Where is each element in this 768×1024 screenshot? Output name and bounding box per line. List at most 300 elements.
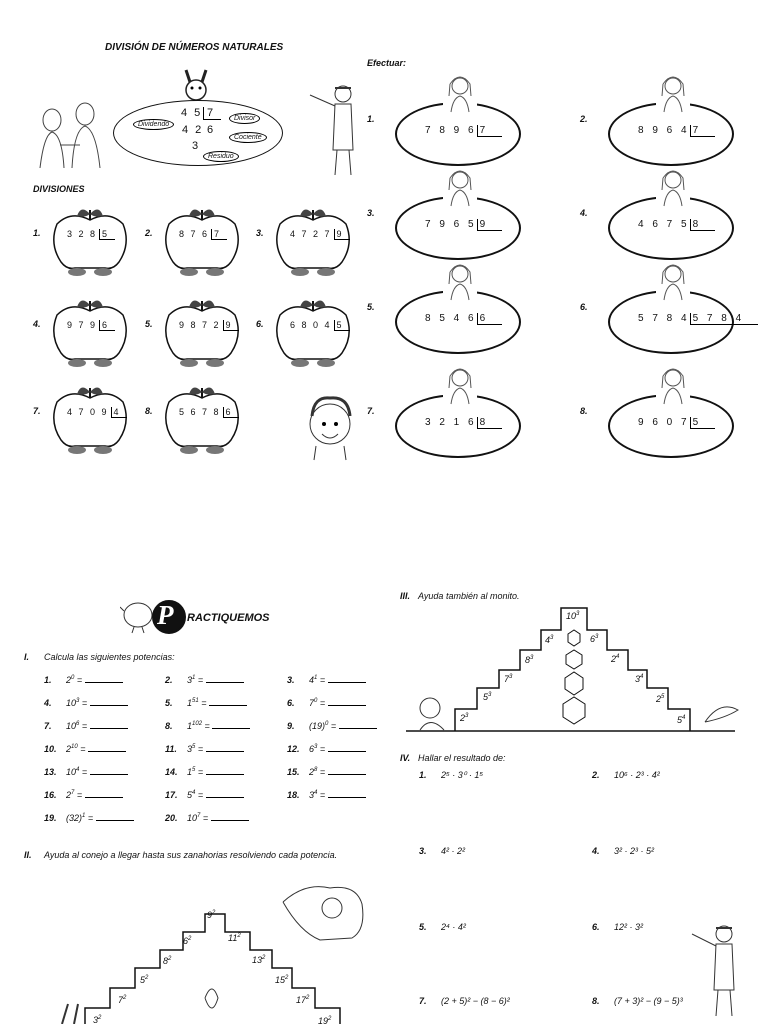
label-cociente: Cociente: [229, 132, 267, 143]
answer-blank[interactable]: [85, 675, 123, 683]
power-number: 11.: [165, 744, 177, 754]
oval-number: 1.: [367, 114, 375, 124]
stair-exponent: 3: [576, 611, 580, 617]
stair-base: 17: [296, 995, 307, 1005]
apple-dividend: 9 7 9: [67, 320, 98, 330]
oval-number: 5.: [367, 302, 375, 312]
problem-number: 5.: [419, 922, 427, 932]
stair-exponent: 2: [328, 1016, 332, 1022]
power-exponent: 6: [76, 721, 80, 727]
answer-blank[interactable]: [90, 767, 128, 775]
girl-illustration: [656, 262, 690, 302]
oval-dividend: 9 6 0 7: [638, 417, 690, 428]
answer-blank[interactable]: [328, 698, 366, 706]
apple-number: 4.: [33, 319, 41, 329]
power-item: [44, 698, 128, 708]
power-equals: =: [317, 767, 326, 777]
power-number: 16.: [44, 790, 57, 800]
practiquemos-letter: P: [157, 600, 174, 630]
girl-illustration: [443, 168, 477, 208]
stair-base: 11: [228, 933, 238, 943]
rabbit-stair: [252, 955, 265, 965]
stair-base: 2: [656, 694, 662, 704]
girl-illustration: [443, 366, 477, 406]
stair-base: 9: [207, 910, 213, 920]
power-base: (19): [309, 721, 326, 731]
power-exponent: 4: [192, 790, 196, 796]
apple-divisor: 9: [334, 229, 350, 240]
stair-base: 5: [483, 692, 489, 702]
stair-exponent: 2: [145, 975, 149, 981]
stair-exponent: 2: [212, 910, 216, 916]
monkey-stair: [635, 674, 643, 684]
power-base: 5: [187, 790, 193, 800]
answer-blank[interactable]: [206, 744, 244, 752]
power-equals: =: [195, 675, 204, 685]
monkey-stair: [460, 713, 468, 723]
stair-exponent: 2: [262, 955, 266, 961]
apple-shape: [274, 206, 352, 278]
girl-illustration: [656, 168, 690, 208]
power-exponent: 51: [192, 698, 199, 704]
power-item: [287, 767, 366, 777]
power-number: 5.: [165, 698, 173, 708]
apple-divisor: 6: [99, 320, 115, 331]
rabbit-stair: [163, 956, 171, 966]
answer-blank[interactable]: [328, 767, 366, 775]
apple-division: [67, 407, 127, 418]
oval-number: 4.: [580, 208, 588, 218]
power-number: 19.: [44, 813, 57, 823]
power-exponent: 8: [314, 767, 318, 773]
couple-illustration: [30, 100, 110, 170]
power-exponent: 5: [192, 767, 196, 773]
monkey-stair: [656, 694, 664, 704]
power-equals: =: [195, 744, 204, 754]
power-base: 10: [66, 721, 77, 731]
power-equals: =: [198, 698, 207, 708]
power-item: [44, 675, 123, 685]
stair-exponent: 2: [123, 995, 127, 1001]
problem-expression: 4² · 2²: [441, 846, 466, 856]
problem-item: [592, 846, 654, 856]
answer-blank[interactable]: [90, 698, 128, 706]
power-base: 3: [187, 744, 193, 754]
oval-divisor: 8: [690, 219, 716, 231]
monkey-stair: [525, 655, 533, 665]
power-base: 10: [187, 813, 198, 823]
apple-shape: [163, 384, 241, 456]
oval-division: [425, 417, 502, 429]
stair-exponent: 4: [640, 674, 644, 680]
apple-division: [179, 229, 227, 240]
power-base: 1: [187, 767, 193, 777]
apple-divisor: 7: [211, 229, 227, 240]
power-number: 18.: [287, 790, 300, 800]
power-base: 7: [309, 698, 315, 708]
problem-item: [419, 996, 510, 1006]
stair-exponent: 3: [509, 674, 513, 680]
answer-blank[interactable]: [206, 767, 244, 775]
oval-dividend: 3 2 1 6: [425, 417, 477, 428]
problem-item: [419, 770, 483, 781]
power-equals: =: [79, 767, 88, 777]
rabbit-stair: [275, 975, 288, 985]
section-3-instruction: Ayuda también al monito.: [418, 591, 520, 601]
power-exponent: 10: [71, 744, 78, 750]
answer-blank[interactable]: [206, 790, 244, 798]
oval-number: 7.: [367, 406, 375, 416]
answer-blank[interactable]: [328, 790, 366, 798]
apple-divisor: 4: [111, 407, 127, 418]
stair-base: 6: [590, 634, 596, 644]
apple-shape: [163, 297, 241, 369]
answer-blank[interactable]: [85, 790, 123, 798]
apple-divisor: 5: [334, 320, 350, 331]
oval-division: [425, 125, 502, 137]
answer-blank[interactable]: [209, 698, 247, 706]
power-number: 14.: [165, 767, 178, 777]
oval-divisor: 9: [477, 219, 503, 231]
apple-divisor: 5: [99, 229, 115, 240]
rabbit-stair: [207, 910, 215, 920]
stair-exponent: 4: [616, 654, 620, 660]
rabbit-stair: [93, 1015, 101, 1024]
section-2-instruction: Ayuda al conejo a llegar hasta sus zanahorias resolviendo cada potencia.: [44, 850, 338, 860]
rabbit-staircase: [0, 880, 390, 1024]
apple-divisor: 9: [223, 320, 239, 331]
oval-number: 2.: [580, 114, 588, 124]
oval-divisor: 7: [690, 125, 716, 137]
diagram-quotient: 6: [207, 124, 214, 136]
power-exponent: 0: [325, 721, 329, 727]
problem-item: [419, 922, 466, 932]
power-exponent: 0: [71, 675, 75, 681]
apple-number: 3.: [256, 228, 264, 238]
rabbit-stair: [228, 933, 241, 943]
problem-item: [592, 922, 643, 932]
stair-exponent: 2: [188, 936, 192, 942]
stair-exponent: 3: [530, 655, 534, 661]
section-2-number: II.: [24, 850, 32, 860]
monkey-stair: [590, 634, 598, 644]
apple-division: [290, 229, 350, 240]
stair-base: 19: [318, 1016, 329, 1024]
oval-divisor: 6: [477, 313, 503, 325]
power-base: 6: [309, 744, 315, 754]
monkey-stair: [677, 715, 685, 725]
oval-division: [425, 219, 502, 231]
power-item: [287, 721, 377, 731]
power-exponent: 1: [314, 675, 318, 681]
section-4-instruction: Hallar el resultado de:: [418, 753, 506, 763]
stair-exponent: 3: [550, 635, 554, 641]
apple-shape: [163, 206, 241, 278]
power-item: [165, 813, 249, 823]
monkey-staircase: [400, 600, 740, 740]
apple-number: 6.: [256, 319, 264, 329]
monkey-stair: [545, 635, 553, 645]
apple-dividend: 8 7 6: [179, 229, 210, 239]
power-equals: =: [195, 767, 204, 777]
problem-number: 7.: [419, 996, 427, 1006]
oval-dividend: 4 6 7 5: [638, 219, 690, 230]
label-residuo: Residuo: [203, 151, 239, 162]
practiquemos-title: RACTIQUEMOS: [187, 612, 270, 624]
stair-exponent: 3: [595, 634, 599, 640]
problem-item: [592, 996, 683, 1006]
power-equals: =: [195, 790, 204, 800]
power-base: 3: [187, 675, 193, 685]
stair-base: 15: [275, 975, 286, 985]
apple-division: [67, 320, 115, 331]
power-number: 17.: [165, 790, 178, 800]
power-exponent: 7: [197, 813, 201, 819]
monkey-stair: [611, 654, 619, 664]
power-base: (32): [66, 813, 83, 823]
answer-blank[interactable]: [328, 744, 366, 752]
stair-exponent: 2: [237, 933, 241, 939]
oval-division: [425, 313, 502, 325]
power-equals: =: [317, 698, 326, 708]
power-base: 2: [66, 790, 72, 800]
stair-base: 2: [460, 713, 466, 723]
answer-blank[interactable]: [211, 813, 249, 821]
rabbit-stair: [140, 975, 148, 985]
oval-number: 6.: [580, 302, 588, 312]
power-item: [287, 675, 366, 685]
problem-expression: 3² · 2³ · 5²: [614, 846, 655, 856]
power-item: [44, 767, 128, 777]
section-1-instruction: Calcula las siguientes potencias:: [44, 652, 175, 662]
oval-dividend: 8 9 6 4: [638, 125, 690, 136]
power-base: 3: [309, 790, 315, 800]
apple-divisor: 6: [223, 407, 239, 418]
oval-divisor: 5 7 8 4: [690, 313, 759, 325]
girl-illustration: [656, 74, 690, 114]
problem-number: 2.: [592, 770, 600, 780]
oval-divisor: 7: [477, 125, 503, 137]
power-item: [165, 698, 247, 708]
answer-blank[interactable]: [328, 675, 366, 683]
apple-division: [67, 229, 115, 240]
problem-number: 3.: [419, 846, 427, 856]
stair-exponent: 2: [168, 956, 172, 962]
power-item: [44, 721, 128, 731]
apple-division: [179, 320, 239, 331]
power-number: 2.: [165, 675, 173, 685]
power-number: 9.: [287, 721, 295, 731]
power-item: [44, 790, 123, 800]
power-exponent: 4: [314, 790, 318, 796]
power-item: [287, 698, 366, 708]
stair-base: 5: [140, 975, 146, 985]
power-exponent: 3: [76, 698, 80, 704]
answer-blank[interactable]: [90, 721, 128, 729]
power-equals: =: [74, 790, 83, 800]
pilgrim-illustration-2: [690, 920, 750, 1020]
oval-divisor: 8: [477, 417, 503, 429]
rabbit-stair: [118, 995, 126, 1005]
power-equals: =: [200, 813, 209, 823]
power-base: 2: [309, 767, 315, 777]
power-item: [287, 744, 366, 754]
power-equals: =: [79, 698, 88, 708]
oval-dividend: 8 5 4 6: [425, 313, 477, 324]
stair-base: 5: [677, 715, 683, 725]
power-number: 20.: [165, 813, 178, 823]
rabbit-stair: [183, 936, 191, 946]
oval-division: [638, 417, 715, 429]
problem-expression: 2⁵ · 3⁰ · 1⁵: [441, 770, 484, 780]
power-number: 3.: [287, 675, 295, 685]
rabbit-stair: [296, 995, 309, 1005]
power-equals: =: [85, 813, 94, 823]
power-base: 2: [66, 744, 72, 754]
problem-expression: 12² · 3²: [614, 922, 644, 932]
power-equals: =: [317, 675, 326, 685]
apple-number: 1.: [33, 228, 41, 238]
monkey-stair: [504, 674, 512, 684]
stair-base: 3: [635, 674, 641, 684]
power-item: [165, 767, 244, 777]
stair-base: 10: [566, 611, 577, 621]
power-equals: =: [202, 721, 210, 731]
answer-blank[interactable]: [206, 675, 244, 683]
power-number: 12.: [287, 744, 300, 754]
problem-expression: 2⁴ · 4²: [441, 922, 466, 932]
stair-exponent: 4: [682, 715, 686, 721]
power-item: [165, 790, 244, 800]
section-1-number: I.: [24, 652, 30, 662]
power-equals: =: [317, 744, 326, 754]
stair-base: 2: [611, 654, 617, 664]
answer-blank[interactable]: [88, 744, 126, 752]
oval-dividend: 7 9 6 5: [425, 219, 477, 230]
rabbit-head-illustration: [178, 68, 214, 102]
power-base: 1: [187, 721, 193, 731]
oval-division: [638, 313, 758, 325]
oval-number: 3.: [367, 208, 375, 218]
power-base: 4: [309, 675, 315, 685]
problem-item: [592, 770, 660, 780]
label-dividendo: Dividendo: [133, 119, 174, 130]
stair-exponent: 5: [661, 694, 665, 700]
problem-number: 8.: [592, 996, 600, 1006]
oval-division: [638, 125, 715, 137]
power-equals: =: [79, 721, 88, 731]
diagram-divisor: 7: [203, 107, 221, 120]
oval-division: [638, 219, 715, 231]
section-4-number: IV.: [400, 753, 411, 763]
power-exponent: 1: [82, 813, 86, 819]
apple-dividend: 3 2 8: [67, 229, 98, 239]
oval-dividend: 7 8 9 6: [425, 125, 477, 136]
girl-illustration: [443, 74, 477, 114]
answer-blank[interactable]: [339, 721, 377, 729]
power-item: [44, 813, 134, 823]
power-exponent: 4: [76, 767, 80, 773]
power-number: 10.: [44, 744, 57, 754]
apple-division: [290, 320, 350, 331]
stair-base: 3: [93, 1015, 99, 1024]
stair-base: 8: [525, 655, 531, 665]
power-base: 10: [66, 698, 77, 708]
apple-dividend: 4 7 2 7: [290, 229, 332, 239]
power-number: 13.: [44, 767, 57, 777]
power-number: 4.: [44, 698, 52, 708]
apple-number: 5.: [145, 319, 153, 329]
girl-illustration: [656, 366, 690, 406]
power-number: 6.: [287, 698, 295, 708]
power-item: [165, 744, 244, 754]
stair-exponent: 2: [306, 995, 310, 1001]
problem-item: [419, 846, 465, 856]
answer-blank[interactable]: [212, 721, 250, 729]
apple-dividend: 4 7 0 9: [67, 407, 109, 417]
power-exponent: 1: [192, 675, 196, 681]
apple-shape: [51, 297, 129, 369]
oval-number: 8.: [580, 406, 588, 416]
power-exponent: 7: [71, 790, 75, 796]
child-illustration: [300, 390, 360, 462]
problem-expression: (7 + 3)² − (9 − 5)³: [614, 996, 683, 1006]
diagram-dividend: 4 5: [181, 107, 203, 119]
power-item: [287, 790, 366, 800]
power-exponent: 0: [314, 698, 318, 704]
power-exponent: 3: [314, 744, 318, 750]
diagram-product: 4 2: [182, 124, 204, 136]
power-number: 1.: [44, 675, 52, 685]
apple-shape: [51, 384, 129, 456]
power-item: [165, 675, 244, 685]
stair-base: 4: [545, 635, 551, 645]
apple-number: 7.: [33, 406, 41, 416]
power-item: [165, 721, 250, 731]
stair-base: 13: [252, 955, 263, 965]
pilgrim-illustration: [305, 80, 365, 180]
diagram-remainder: 3: [192, 140, 199, 152]
power-equals: =: [74, 675, 83, 685]
problem-expression: 10⁶ · 2³ · 4²: [614, 770, 660, 780]
efectuar-label: Efectuar:: [367, 58, 407, 68]
stair-exponent: 3: [465, 713, 469, 719]
problem-expression: (2 + 5)² − (8 − 6)²: [441, 996, 510, 1006]
apple-shape: [274, 297, 352, 369]
oval-dividend: 5 7 8 4: [638, 313, 690, 324]
apple-number: 2.: [145, 228, 153, 238]
rabbit-stair: [318, 1016, 331, 1024]
power-number: 8.: [165, 721, 173, 731]
stair-base: 7: [504, 674, 510, 684]
power-exponent: 5: [192, 744, 196, 750]
oval-divisor: 5: [690, 417, 716, 429]
answer-blank[interactable]: [96, 813, 134, 821]
apple-dividend: 9 8 7 2: [179, 320, 221, 330]
stair-base: 7: [118, 995, 124, 1005]
girl-illustration: [443, 262, 477, 302]
apple-number: 8.: [145, 406, 153, 416]
stair-exponent: 2: [98, 1015, 102, 1021]
power-base: 1: [187, 698, 193, 708]
power-item: [44, 744, 126, 754]
power-exponent: 102: [192, 721, 203, 727]
power-number: 15.: [287, 767, 300, 777]
stair-exponent: 3: [488, 692, 492, 698]
power-base: 2: [66, 675, 72, 685]
stair-base: 8: [163, 956, 169, 966]
problem-number: 4.: [592, 846, 600, 856]
